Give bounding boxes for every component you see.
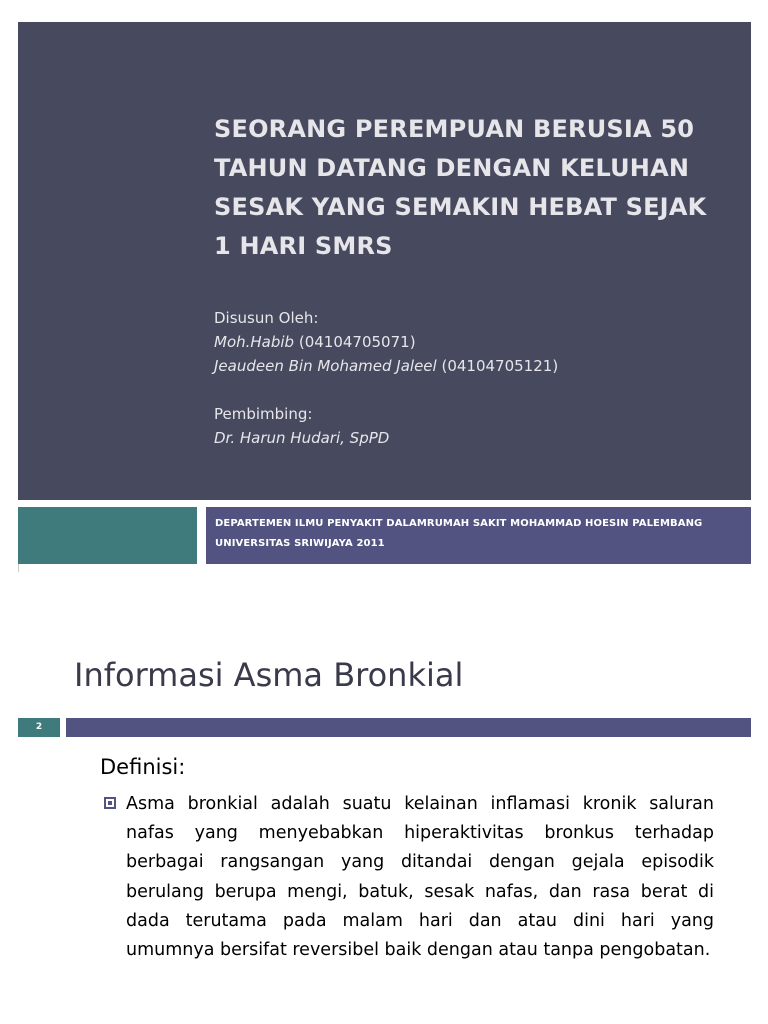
divider	[18, 564, 19, 572]
footer-accent-block	[18, 507, 197, 564]
author-line	[214, 330, 734, 354]
author-id: (04104705071)	[298, 333, 416, 351]
author-id: (04104705121)	[441, 357, 559, 375]
header-bar	[66, 718, 751, 737]
slide-2-title: Informasi Asma Bronkial	[74, 656, 464, 694]
composed-by-label: Disusun Oleh:	[214, 309, 319, 327]
author-name: Moh.Habib	[214, 333, 295, 351]
bullet-icon	[72, 754, 92, 778]
slide-1-title: SEORANG PEREMPUAN BERUSIA 50 TAHUN DATANG DENGAN KELUHAN SESAK YANG SEMAKIN HEBAT SEJAK 1 HARI SMRS	[214, 115, 707, 260]
definition-heading: Definisi:	[100, 755, 186, 779]
author-line	[214, 354, 734, 378]
slide-number: 2	[35, 722, 43, 732]
supervisor-label: Pembimbing:	[214, 405, 313, 423]
supervisor-name: Dr. Harun Hudari, SpPD	[214, 429, 390, 447]
author-name: Jeaudeen Bin Mohamed Jaleel	[214, 357, 437, 375]
footer-text	[215, 514, 745, 554]
footer-department: DEPARTEMEN ILMU PENYAKIT DALAMRUMAH SAKIT MOHAMMAD HOESIN PALEMBANG	[215, 518, 703, 529]
slide-1-credits	[214, 306, 734, 450]
footer-university: UNIVERSITAS SRIWIJAYA 2011	[215, 538, 385, 549]
square-bullet-icon	[104, 797, 116, 809]
definition-text: Asma bronkial adalah suatu kelainan inflamasi kronik saluran nafas yang menyebabkan hiperaktivitas bronkus terhadap berbagai rangsangan yang ditandai dengan gejala episodik berulang berupa mengi, batuk, sesak nafas, dan rasa berat di dada terutama pada malam hari dan atau dini hari yang umumnya bersifat reversibel baik dengan atau tanpa pengobatan.	[126, 794, 714, 961]
